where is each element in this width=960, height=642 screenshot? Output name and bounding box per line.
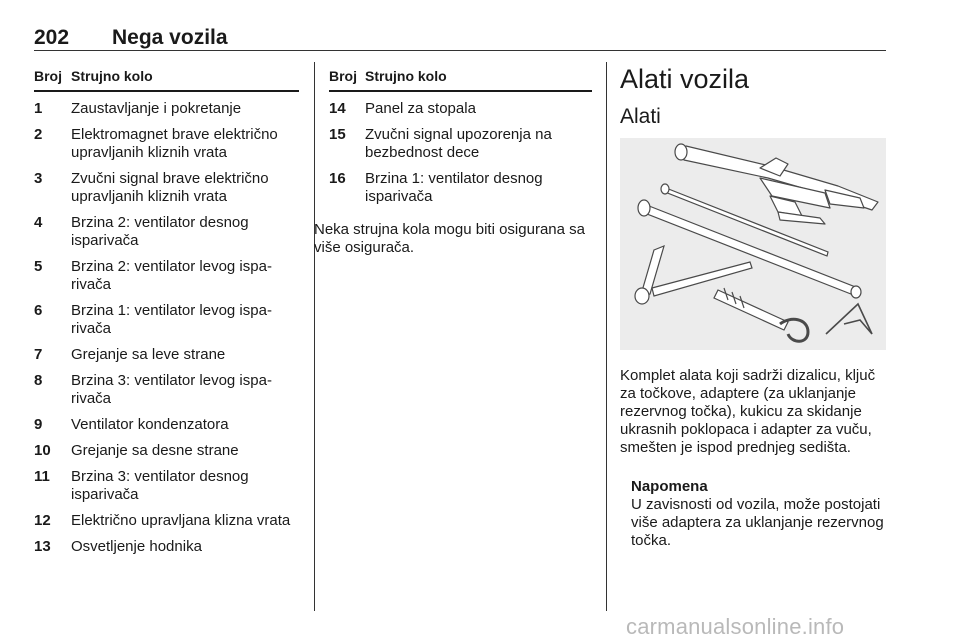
table-row [34, 302, 299, 346]
note-block [631, 478, 893, 550]
circuit-name: Elektromagnet brave električno upravljanih kliznih vrata [71, 126, 278, 161]
fuse-number: 8 [34, 372, 43, 389]
table-row [34, 214, 299, 258]
fuse-number: 15 [329, 126, 346, 143]
circuit-name: Grejanje sa desne strane [71, 442, 239, 459]
page-header [34, 26, 228, 50]
fuse-number: 16 [329, 170, 346, 187]
table-row [34, 442, 299, 468]
chapter-title: Nega vozila [112, 26, 228, 49]
column-divider-1 [314, 62, 315, 611]
circuit-name: Električno upravljana klizna vrata [71, 512, 291, 529]
column-header-circuit: Strujno kolo [365, 67, 592, 91]
circuit-name: Brzina 3: ventilator levog ispa‐rivača [71, 372, 272, 407]
column-divider-2 [606, 62, 607, 611]
fuse-table-middle [329, 67, 592, 214]
circuit-name: Ventilator kondenzatora [71, 416, 229, 433]
table-row [329, 170, 592, 214]
note-title: Napomena [631, 478, 708, 495]
fuse-number: 13 [34, 538, 51, 555]
fuse-number: 1 [34, 100, 43, 117]
table-row [329, 126, 592, 170]
fuse-number: 9 [34, 416, 43, 433]
fuse-number: 12 [34, 512, 51, 529]
table-row [34, 346, 299, 372]
circuit-name: Grejanje sa leve strane [71, 346, 226, 363]
circuit-name: Brzina 1: ventilator levog ispa‐rivača [71, 302, 272, 337]
circuit-name: Zvučni signal upozorenja na bezbednost dece [365, 126, 552, 161]
table-row [34, 468, 299, 512]
fuse-number: 2 [34, 126, 43, 143]
vehicle-tools-illustration [620, 138, 886, 350]
circuit-name: Brzina 2: ventilator levog ispa‐rivača [71, 258, 272, 293]
column-header-circuit: Strujno kolo [71, 67, 299, 91]
fuse-number: 10 [34, 442, 51, 459]
fuse-number: 7 [34, 346, 43, 363]
circuit-name: Osvetljenje hodnika [71, 538, 202, 555]
section-subheading: Alati [620, 105, 661, 128]
table-row [34, 538, 299, 564]
column-header-broj: Broj [34, 67, 71, 91]
header-rule [34, 50, 886, 51]
table-row [329, 91, 592, 126]
fuse-number: 5 [34, 258, 43, 275]
table-row [34, 372, 299, 416]
table-row [34, 512, 299, 538]
table-row [34, 170, 299, 214]
page-number: 202 [34, 26, 70, 49]
fuse-number: 4 [34, 214, 43, 231]
circuit-name: Brzina 1: ventilator desnog isparivača [365, 170, 543, 205]
fuse-number: 14 [329, 100, 346, 117]
table-row [34, 91, 299, 126]
column-header-broj: Broj [329, 67, 365, 91]
fuse-number: 6 [34, 302, 43, 319]
fuse-number: 11 [34, 468, 50, 485]
circuit-name: Zaustavljanje i pokretanje [71, 100, 242, 117]
table-row [34, 258, 299, 302]
circuit-name: Zvučni signal brave električno upravljanih kliznih vrata [71, 170, 269, 205]
fuse-number: 3 [34, 170, 43, 187]
section-heading: Alati vozila [620, 64, 750, 94]
fuse-note: Neka strujna kola mogu biti osigurana sa više osigurača. [314, 221, 585, 256]
table-row [34, 126, 299, 170]
circuit-name: Brzina 3: ventilator desnog isparivača [71, 468, 249, 503]
tools-description: Komplet alata koji sadrži dizalicu, ključ za točkove, adaptere (za uklanjanje rezervnog točka), kukicu za skidanje ukrasnih poklopaca i adapter za vuču, smešten je ispod prednjeg sedišta. [620, 367, 876, 456]
circuit-name: Panel za stopala [365, 100, 476, 117]
note-body: U zavisnosti od vozila, može postojati više adaptera za uklanjanje rezervnog točka. [631, 496, 884, 549]
fuse-table-left [34, 67, 299, 564]
watermark: carmanualsonline.info [626, 614, 845, 639]
table-row [34, 416, 299, 442]
circuit-name: Brzina 2: ventilator desnog isparivača [71, 214, 249, 249]
